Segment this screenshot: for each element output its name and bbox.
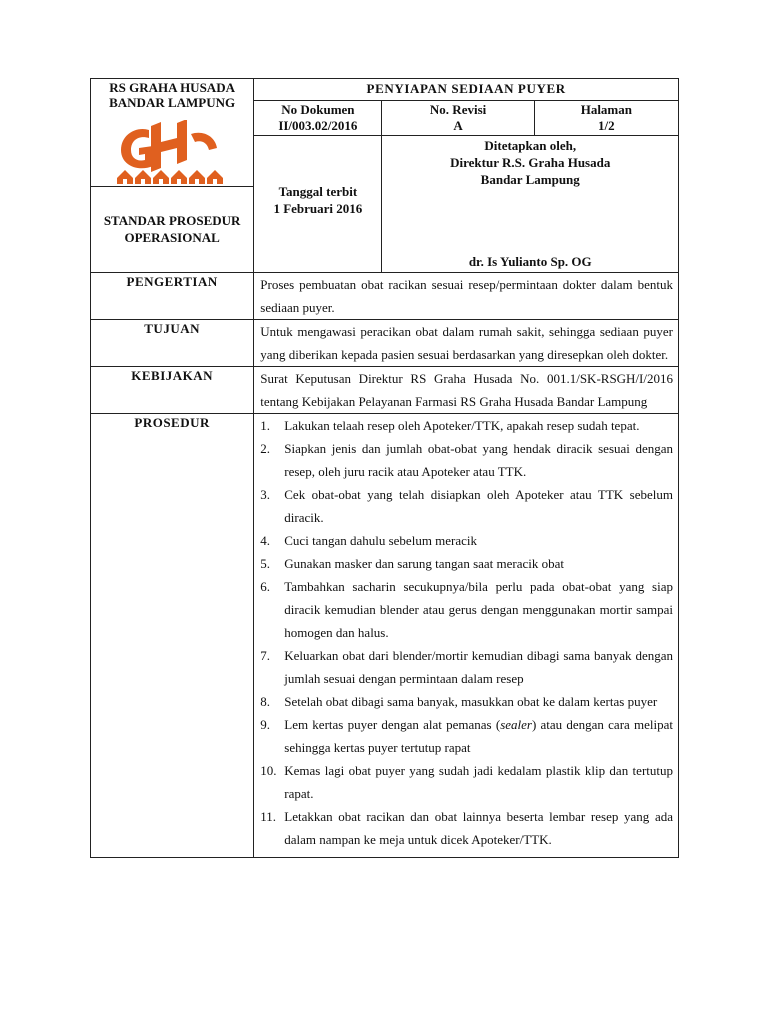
procedure-step: 7. Keluarkan obat dari blender/mortir kemudian dibagi sama banyak dengan jumlah sesuai dengan permintaan dalam resep <box>260 648 673 686</box>
revision-cell <box>382 101 534 136</box>
doc-number-cell <box>254 101 382 136</box>
procedure-step: 1. Lakukan telaah resep oleh Apoteker/TTK, apakah resep sudah tepat. <box>260 418 640 433</box>
sop-label-line2: OPERASIONAL <box>124 230 220 245</box>
revision-label: No. Revisi <box>429 102 487 117</box>
hospital-name-line1: RS GRAHA HUSADA <box>109 80 235 95</box>
page-label: Halaman <box>580 102 632 117</box>
pengertian-label: PENGERTIAN <box>91 273 254 320</box>
hospital-name-line2: BANDAR LAMPUNG <box>109 95 236 110</box>
issue-date-value: 1 Februari 2016 <box>273 201 363 216</box>
pengertian-text: Proses pembuatan obat racikan sesuai resep/permintaan dokter dalam bentuk sediaan puyer. <box>254 273 679 320</box>
page-value: 1/2 <box>598 118 615 133</box>
tujuan-label: TUJUAN <box>91 320 254 367</box>
doc-number-label: No Dokumen <box>281 102 355 117</box>
procedure-step: 6. Tambahkan sacharin secukupnya/bila perlu pada obat-obat yang siap diracik kemudian blender atau gerus dengan menggunakan mortir sampai homogen dan halus. <box>260 579 673 640</box>
doc-number-value: II/003.02/2016 <box>278 118 358 133</box>
procedure-step: 11. Letakkan obat racikan dan obat lainnya beserta lembar resep yang ada dalam nampan ke meja untuk dicek Apoteker/TTK. <box>260 809 673 847</box>
approval-cell <box>382 136 679 273</box>
kebijakan-label: KEBIJAKAN <box>91 367 254 414</box>
sop-table <box>90 78 679 858</box>
issue-date-cell <box>254 136 382 273</box>
procedure-step: 10. Kemas lagi obat puyer yang sudah jadi kedalam plastik klip dan tertutup rapat. <box>260 763 673 801</box>
tujuan-text: Untuk mengawasi peracikan obat dalam rumah sakit, sehingga sediaan puyer yang diberikan kepada pasien sesuai berdasarkan yang diresepkan oleh dokter. <box>254 320 679 367</box>
sealer-term: sealer <box>500 717 532 732</box>
sop-label-cell <box>91 187 254 273</box>
graha-husada-logo-icon <box>111 120 233 186</box>
procedure-step: 2. Siapkan jenis dan jumlah obat-obat yang hendak diracik sesuai dengan resep, oleh juru racik atau Apoteker atau TTK. <box>260 441 673 479</box>
page-number-cell <box>534 101 678 136</box>
procedure-step: 4. Cuci tangan dahulu sebelum meracik <box>260 533 478 548</box>
approval-line1: Ditetapkan oleh, <box>484 138 577 153</box>
sop-label-line1: STANDAR PROSEDUR <box>103 213 241 228</box>
document-title: PENYIAPAN SEDIAAN PUYER <box>254 79 679 101</box>
procedure-step: 5. Gunakan masker dan sarung tangan saat meracik obat <box>260 556 565 571</box>
hospital-identity-cell <box>91 79 254 187</box>
signer-name: dr. Is Yulianto Sp. OG <box>468 254 592 269</box>
procedure-step: 8. Setelah obat dibagi sama banyak, masukkan obat ke dalam kertas puyer <box>260 694 658 709</box>
revision-value: A <box>453 118 463 133</box>
procedure-step: 9. Lem kertas puyer dengan alat pemanas (sealer) atau dengan cara melipat sehingga kertas puyer tertutup rapat <box>260 717 674 755</box>
procedure-steps-list <box>260 414 673 851</box>
procedure-step: 3. Cek obat-obat yang telah disiapkan oleh Apoteker atau TTK sebelum diracik. <box>260 487 673 525</box>
approval-line3: Bandar Lampung <box>480 172 580 187</box>
kebijakan-text: Surat Keputusan Direktur RS Graha Husada No. 001.1/SK-RSGH/I/2016 tentang Kebijakan Pelayanan Farmasi RS Graha Husada Bandar Lampung <box>254 367 679 414</box>
issue-date-label: Tanggal terbit <box>278 184 358 199</box>
prosedur-label: PROSEDUR <box>91 414 254 858</box>
procedure-steps-cell <box>254 414 679 858</box>
approval-line2: Direktur R.S. Graha Husada <box>450 155 611 170</box>
